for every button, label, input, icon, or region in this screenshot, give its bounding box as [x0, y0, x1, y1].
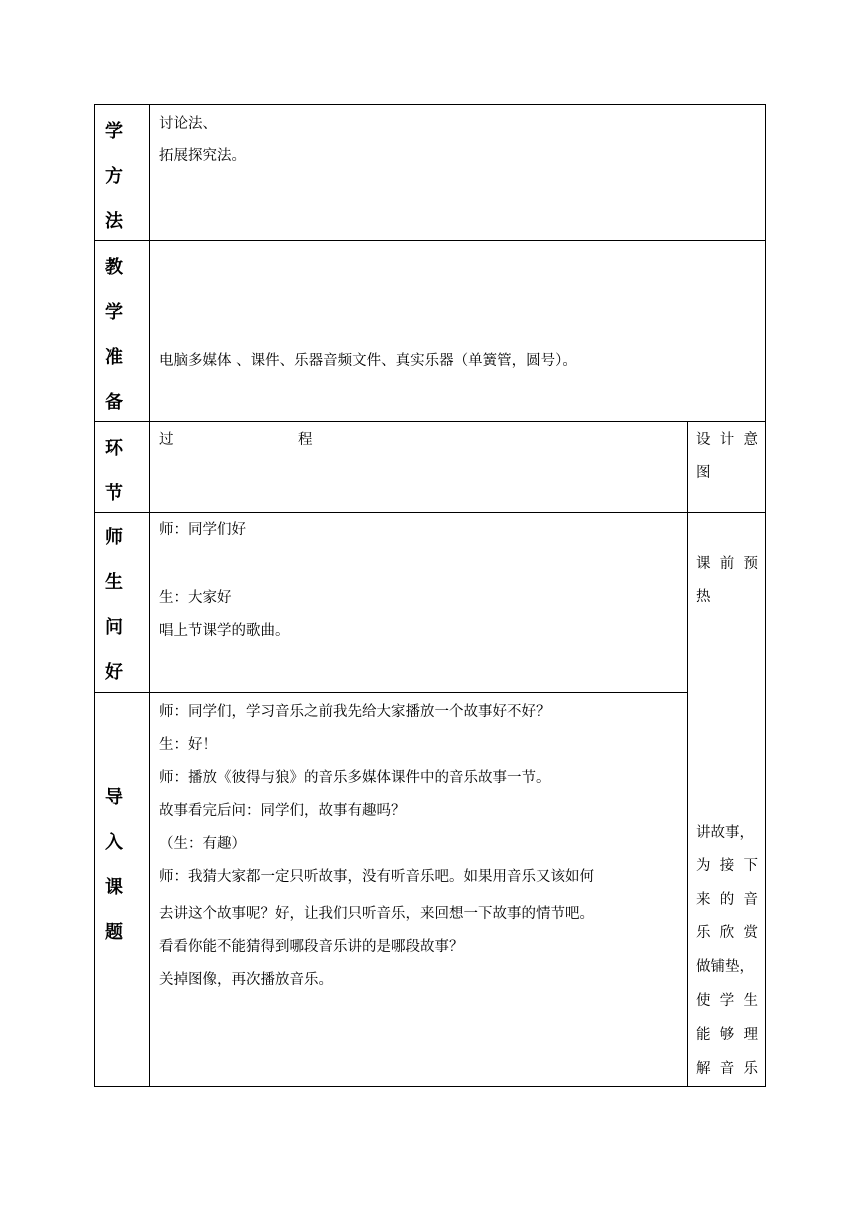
table-border-top — [94, 104, 766, 105]
method-line: 讨论法、 — [159, 116, 217, 132]
intro-design-line: 乐 欣 赏 — [696, 925, 758, 941]
intro-design-line: 解 音 乐 — [696, 1061, 758, 1077]
greeting-design-line: 课 前 预 — [696, 556, 758, 572]
label-char: 节 — [105, 483, 123, 504]
label-char: 学 — [105, 121, 123, 142]
label-char: 备 — [105, 392, 123, 413]
row-divider-prep — [94, 421, 766, 422]
label-char: 好 — [105, 662, 123, 683]
prep-text: 电脑多媒体 、课件、乐器音频文件、真实乐器（单簧管，圆号）。 — [159, 353, 577, 369]
label-char: 准 — [105, 347, 123, 368]
label-char: 师 — [105, 527, 123, 548]
row-divider-header — [94, 512, 766, 513]
label-char: 学 — [105, 302, 123, 323]
process-heading-2: 程 — [298, 432, 313, 448]
design-intent-heading-2: 图 — [696, 465, 711, 481]
intro-line: 师：我猜大家都一定只听故事，没有听音乐吧。如果用音乐又该如何 — [159, 869, 594, 885]
label-char: 入 — [105, 832, 123, 853]
intro-line: 师：同学们，学习音乐之前我先给大家播放一个故事好不好？ — [159, 704, 551, 720]
intro-design-line: 做铺垫， — [696, 959, 754, 975]
label-char: 生 — [105, 572, 123, 593]
greeting-design-line: 热 — [696, 589, 711, 605]
process-heading-1: 过 — [159, 432, 174, 448]
greeting-line: 唱上节课学的歌曲。 — [159, 623, 290, 639]
intro-line: 故事看完后问：同学们，故事有趣吗？ — [159, 803, 406, 819]
intro-line: 师：播放《彼得与狼》的音乐多媒体课件中的音乐故事一节。 — [159, 770, 551, 786]
intro-design-line: 为 接 下 — [696, 858, 758, 874]
label-char: 导 — [105, 787, 123, 808]
intro-design-line: 使 学 生 — [696, 993, 758, 1009]
design-column-divider — [687, 421, 688, 1087]
intro-design-line: 讲故事， — [696, 825, 754, 841]
intro-line: 去讲这个故事呢？好，让我们只听音乐，来回想一下故事的情节吧。 — [159, 906, 594, 922]
row-divider-greeting — [94, 692, 688, 693]
intro-line: 看看你能不能猜得到哪段音乐讲的是哪段故事？ — [159, 939, 464, 955]
label-char: 环 — [105, 438, 123, 459]
intro-design-line: 能 够 理 — [696, 1027, 758, 1043]
greeting-line: 师：同学们好 — [159, 522, 246, 538]
intro-line: 生：好！ — [159, 737, 217, 753]
table-border-left — [94, 104, 95, 1087]
intro-line: （生：有趣） — [159, 836, 246, 852]
table-border-bottom — [94, 1086, 766, 1087]
label-column-divider — [149, 104, 150, 1087]
label-char: 方 — [105, 166, 123, 187]
label-char: 问 — [105, 617, 123, 638]
label-char: 题 — [105, 922, 123, 943]
intro-line: 关掉图像，再次播放音乐。 — [159, 972, 333, 988]
label-char: 课 — [105, 877, 123, 898]
intro-design-line: 来 的 音 — [696, 892, 758, 908]
row-divider-method — [94, 240, 766, 241]
greeting-line: 生：大家好 — [159, 590, 232, 606]
method-line: 拓展探究法。 — [159, 148, 246, 164]
design-intent-heading-1: 设 计 意 — [696, 432, 758, 448]
label-char: 教 — [105, 257, 123, 278]
label-char: 法 — [105, 211, 123, 232]
table-border-right — [765, 104, 766, 1087]
